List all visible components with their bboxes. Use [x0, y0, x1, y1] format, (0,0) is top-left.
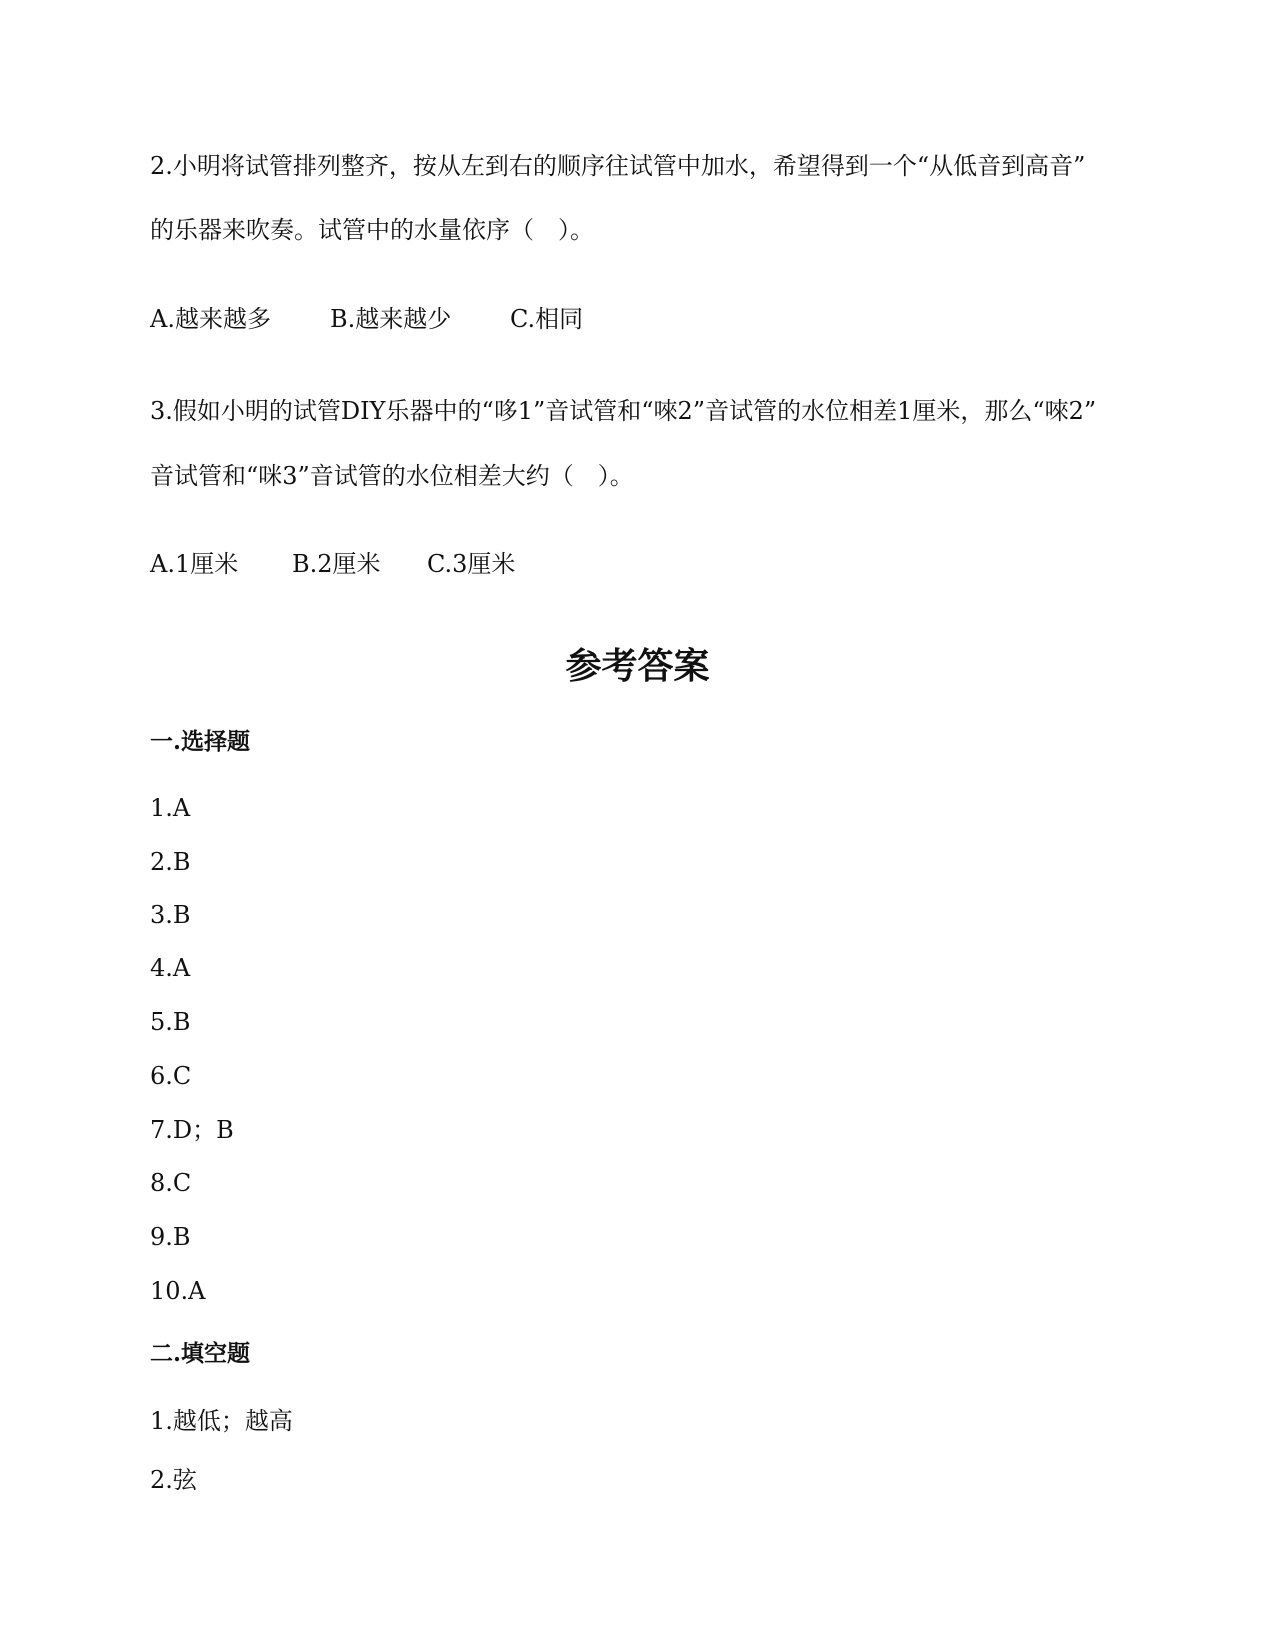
- question-3-line-2: 音试管和“咪3”音试管的水位相差大约（ ）。: [150, 462, 634, 490]
- question-3-option-a: A.1厘米: [150, 550, 239, 578]
- question-2-line-2: 的乐器来吹奏。试管中的水量依序（ ）。: [150, 216, 594, 244]
- answer-item: 6.C: [150, 1062, 192, 1090]
- section-heading-choice: 一.选择题: [150, 728, 251, 755]
- answer-item: 5.B: [150, 1008, 191, 1036]
- question-2-line-1: 2.小明将试管排列整齐，按从左到右的顺序往试管中加水，希望得到一个“从低音到高音”: [150, 152, 1086, 180]
- question-3-option-b: B.2厘米: [292, 550, 381, 578]
- question-2-options: [150, 303, 583, 335]
- answer-item: 4.A: [150, 954, 191, 982]
- question-3-options: [150, 548, 515, 580]
- answer-item: 2.弦: [150, 1466, 197, 1494]
- answer-item: 8.C: [150, 1169, 192, 1197]
- question-3-option-c: C.3厘米: [427, 550, 516, 578]
- question-2-option-c: C.相同: [510, 305, 584, 333]
- answer-item: 9.B: [150, 1223, 191, 1251]
- question-3-line-1: 3.假如小明的试管DIY乐器中的“哆1”音试管和“唻2”音试管的水位相差1厘米，那么“唻2”: [150, 397, 1097, 425]
- section-heading-fill-in: 二.填空题: [150, 1340, 251, 1367]
- answer-item: 1.越低；越高: [150, 1407, 293, 1435]
- answer-item: 3.B: [150, 901, 191, 929]
- question-2-option-b: B.越来越少: [330, 305, 452, 333]
- answer-item: 10.A: [150, 1277, 206, 1305]
- answer-item: 7.D；B: [150, 1116, 234, 1144]
- answer-key-title: 参考答案: [565, 645, 710, 687]
- answer-item: 2.B: [150, 848, 191, 876]
- answer-item: 1.A: [150, 794, 191, 822]
- question-2-option-a: A.越来越多: [150, 305, 271, 333]
